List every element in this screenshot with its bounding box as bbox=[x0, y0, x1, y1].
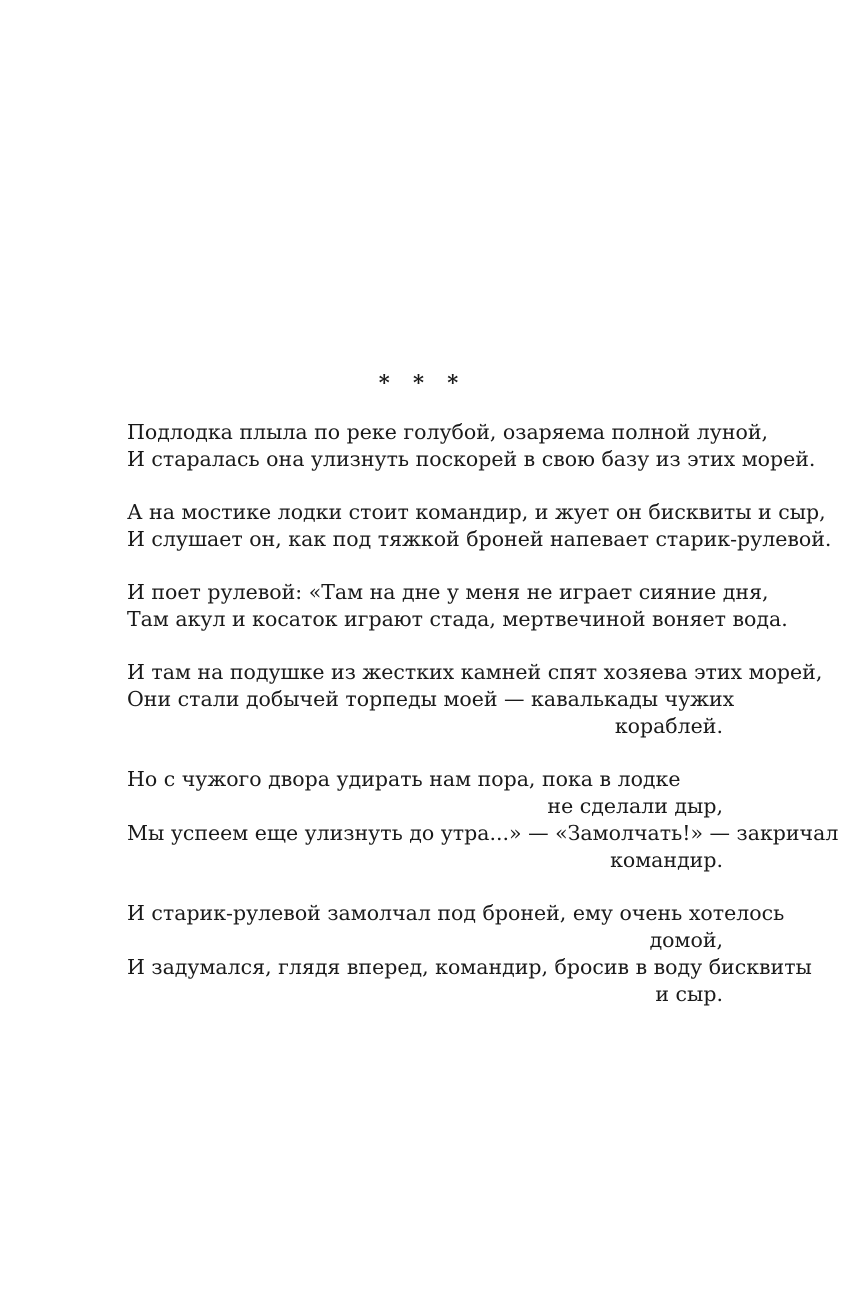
poem-line: А на мостике лодки стоит командир, и жует он бисквиты и сыр, bbox=[127, 500, 826, 524]
poem bbox=[127, 419, 839, 1034]
poem-line: Подлодка плыла по реке голубой, озаряема полной луной, bbox=[127, 420, 769, 444]
poem-line: И старалась она улизнуть поскорей в свою базу из этих морей. bbox=[127, 447, 816, 471]
stanza bbox=[127, 900, 812, 1008]
stanza bbox=[127, 766, 839, 874]
poem-line: Мы успеем еще улизнуть до утра...» — «Замолчать!» — закричал bbox=[127, 821, 839, 845]
poem-line: Они стали добычей торпеды моей — кавалькады чужих bbox=[127, 687, 735, 711]
stanza bbox=[127, 579, 788, 633]
stanza bbox=[127, 419, 816, 473]
poem-line: И старик-рулевой замолчал под броней, ему очень хотелось bbox=[127, 901, 785, 925]
poem-line: Но с чужого двора удирать нам пора, пока в лодке bbox=[127, 767, 681, 791]
stanza bbox=[127, 659, 823, 740]
poem-line: И слушает он, как под тяжкой броней напевает старик-рулевой. bbox=[127, 527, 832, 551]
poem-line: И поет рулевой: «Там на дне у меня не играет сияние дня, bbox=[127, 580, 769, 604]
poem-line: И там на подушке из жестких камней спят хозяева этих морей, bbox=[127, 660, 823, 684]
poem-line-continuation: и сыр. bbox=[655, 982, 723, 1006]
section-separator: * * * bbox=[378, 370, 467, 395]
poem-line: Там акул и косаток играют стада, мертвечиной воняет вода. bbox=[127, 607, 788, 631]
poem-line-continuation: кораблей. bbox=[614, 714, 723, 738]
poem-line-continuation: домой, bbox=[649, 928, 723, 952]
poem-line-continuation: командир. bbox=[610, 848, 723, 872]
poem-line-continuation: не сделали дыр, bbox=[547, 794, 723, 818]
poem-line: И задумался, глядя вперед, командир, бросив в воду бисквиты bbox=[127, 955, 812, 979]
stanza bbox=[127, 499, 832, 553]
